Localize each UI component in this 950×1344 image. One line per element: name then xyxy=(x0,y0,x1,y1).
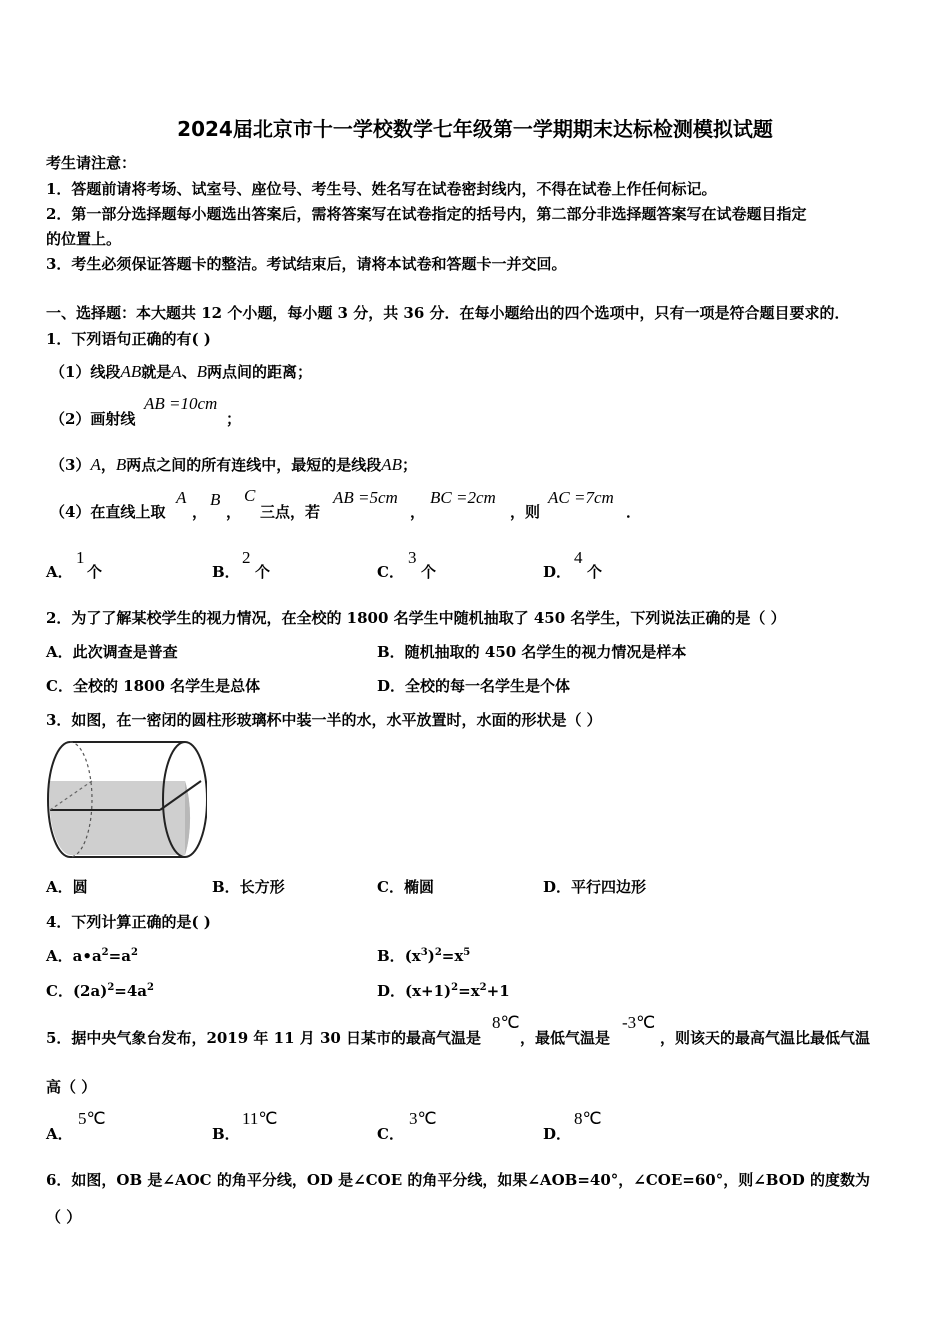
q5-high-temp: 8℃ xyxy=(492,1013,520,1032)
q2-option-b: B．随机抽取的 450 名学生的视力情况是样本 xyxy=(377,643,687,661)
text: 就是 xyxy=(141,363,172,381)
text: （1）线段 xyxy=(50,363,121,381)
q5-option-d-letter: D． xyxy=(543,1125,572,1143)
text: ) xyxy=(427,947,435,965)
q1-option-c-unit: 个 xyxy=(421,563,437,581)
q2-option-a: A．此次调查是普查 xyxy=(46,643,178,661)
superscript: 2 xyxy=(434,947,442,958)
math-b: B xyxy=(115,455,127,474)
question-1-stem: 1．下列语句正确的有( ) xyxy=(46,330,211,348)
math-ab: AB xyxy=(120,362,142,381)
text: 两点间的距离； xyxy=(207,363,313,381)
question-6-stem: 6．如图，OB 是∠AOC 的角平分线，OD 是∠COE 的角平分线，如果∠AOB=40°，∠COE=60°，则∠BOD 的度数为 xyxy=(46,1171,871,1189)
text: =x xyxy=(441,947,464,965)
superscript: 2 xyxy=(107,982,115,993)
q4-option-a xyxy=(46,945,138,966)
notice-item: 3．考生必须保证答题卡的整洁。考试结束后，请将本试卷和答题卡一并交回。 xyxy=(46,255,567,273)
q1-statement-2-math: AB =10cm xyxy=(144,394,218,413)
question-5-stem: 5．据中央气象台发布，2019 年 11 月 30 日某市的最高气温是 xyxy=(46,1029,482,1047)
q1-statement-3 xyxy=(50,454,417,475)
q1-statement-1 xyxy=(50,361,312,382)
math-a: A xyxy=(171,362,182,381)
q5-stem-line2: 高（ ） xyxy=(46,1078,97,1096)
q1-option-d-unit: 个 xyxy=(587,563,603,581)
q6-stem-line2: （ ） xyxy=(46,1208,82,1226)
q1-option-d-letter: D． xyxy=(543,563,572,581)
q5-option-d-value: 8℃ xyxy=(574,1109,602,1128)
text: a•a xyxy=(72,947,102,965)
text: ， xyxy=(192,503,208,521)
math-ac-7cm: AC =7cm xyxy=(548,488,614,507)
q1-option-b-unit: 个 xyxy=(255,563,271,581)
q5-option-b-value: 11℃ xyxy=(242,1109,278,1128)
superscript: 2 xyxy=(130,947,138,958)
text: ， xyxy=(100,456,116,474)
q1-statement-2-label: （2）画射线 xyxy=(50,410,136,428)
q3-option-b: B．长方形 xyxy=(212,878,285,896)
text: (2a) xyxy=(72,982,108,1000)
superscript: 2 xyxy=(479,982,487,993)
math-a: A xyxy=(176,488,187,507)
text: (x+1) xyxy=(405,982,452,1000)
section-heading: 一、选择题：本大题共 12 个小题，每小题 3 分，共 36 分．在每小题给出的四个选项中，只有一项是符合题目要求的． xyxy=(46,304,850,322)
text: +1 xyxy=(486,982,510,1000)
q4-option-c xyxy=(46,980,154,1001)
q2-option-d: D．全校的每一名学生是个体 xyxy=(377,677,571,695)
q3-option-d: D．平行四边形 xyxy=(543,878,647,896)
math-ab-5cm: AB =5cm xyxy=(333,488,398,507)
q1-option-b-letter: B． xyxy=(212,563,240,581)
q5-option-a-value: 5℃ xyxy=(78,1109,106,1128)
text: =4a xyxy=(114,982,148,1000)
math-bc-2cm: BC =2cm xyxy=(430,488,496,507)
text: ． xyxy=(626,503,642,521)
text: ，则 xyxy=(510,503,541,521)
q3-option-c: C．椭圆 xyxy=(377,878,434,896)
superscript: 2 xyxy=(147,982,154,993)
q5-option-b-letter: B． xyxy=(212,1125,240,1143)
q1-option-d-num: 4 xyxy=(574,548,583,567)
superscript: 5 xyxy=(463,947,471,958)
notice-item: 1．答题前请将考场、试室号、座位号、考生号、姓名写在试卷密封线内，不得在试卷上作任何标记。 xyxy=(46,180,717,198)
text: （3） xyxy=(50,456,91,474)
q1-option-a-unit: 个 xyxy=(87,563,103,581)
text: ； xyxy=(402,456,418,474)
question-2-stem: 2．为了了解某校学生的视力情况，在全校的 1800 名学生中随机抽取了 450 名学生，下列说法正确的是（ ） xyxy=(46,609,786,627)
q1-option-c-letter: C． xyxy=(377,563,404,581)
cylinder-figure xyxy=(45,738,207,860)
text: (x xyxy=(404,947,421,965)
text: ， xyxy=(226,503,242,521)
math-c: C xyxy=(244,486,256,505)
q1-option-b-num: 2 xyxy=(242,548,251,567)
q5-low-temp: -3℃ xyxy=(622,1013,656,1032)
q1-option-a-letter: A． xyxy=(46,563,73,581)
q5-option-a-letter: A． xyxy=(46,1125,73,1143)
page-title: 2024届北京市十一学校数学七年级第一学期期末达标检测模拟试题 xyxy=(177,117,773,141)
q2-option-c: C．全校的 1800 名学生是总体 xyxy=(46,677,261,695)
math-b: B xyxy=(210,490,221,509)
water-body xyxy=(49,781,190,855)
q5-option-c-letter: C． xyxy=(377,1125,404,1143)
math-a: A xyxy=(90,455,101,474)
q1-option-c-num: 3 xyxy=(408,548,417,567)
letter: D． xyxy=(377,982,406,1000)
letter: B． xyxy=(377,947,405,965)
superscript: 3 xyxy=(420,947,428,958)
q1-statement-4-label: （4）在直线上取 xyxy=(50,503,166,521)
q5-option-c-value: 3℃ xyxy=(409,1109,437,1128)
math-b: B xyxy=(196,362,208,381)
superscript: 2 xyxy=(451,982,459,993)
q4-option-d xyxy=(377,980,510,1001)
question-4-stem: 4．下列计算正确的是( ) xyxy=(46,913,211,931)
text: =a xyxy=(108,947,131,965)
notice-item: 2．第一部分选择题每小题选出答案后，需将答案写在试卷指定的括号内，第二部分非选择题答案写在试卷题目指定 xyxy=(46,205,807,223)
letter: C． xyxy=(46,982,73,1000)
letter: A． xyxy=(46,947,73,965)
notice-heading: 考生请注意： xyxy=(46,154,137,172)
q1-statement-2-end: ； xyxy=(226,410,242,428)
math-ab: AB xyxy=(381,455,403,474)
q1-option-a-num: 1 xyxy=(76,548,85,567)
text: 两点之间的所有连线中，最短的是线段 xyxy=(126,456,382,474)
text: 、 xyxy=(181,363,197,381)
q4-option-b xyxy=(377,945,470,966)
notice-item: 的位置上。 xyxy=(46,230,122,248)
q5-stem-post: ，则该天的最高气温比最低气温 xyxy=(660,1029,871,1047)
text: =x xyxy=(458,982,480,1000)
text: 三点，若 xyxy=(260,503,321,521)
text: ， xyxy=(410,503,426,521)
q3-option-a: A．圆 xyxy=(46,878,88,896)
q5-stem-mid: ，最低气温是 xyxy=(520,1029,611,1047)
question-3-stem: 3．如图，在一密闭的圆柱形玻璃杯中装一半的水，水平放置时，水面的形状是（ ） xyxy=(46,711,602,729)
superscript: 2 xyxy=(101,947,109,958)
